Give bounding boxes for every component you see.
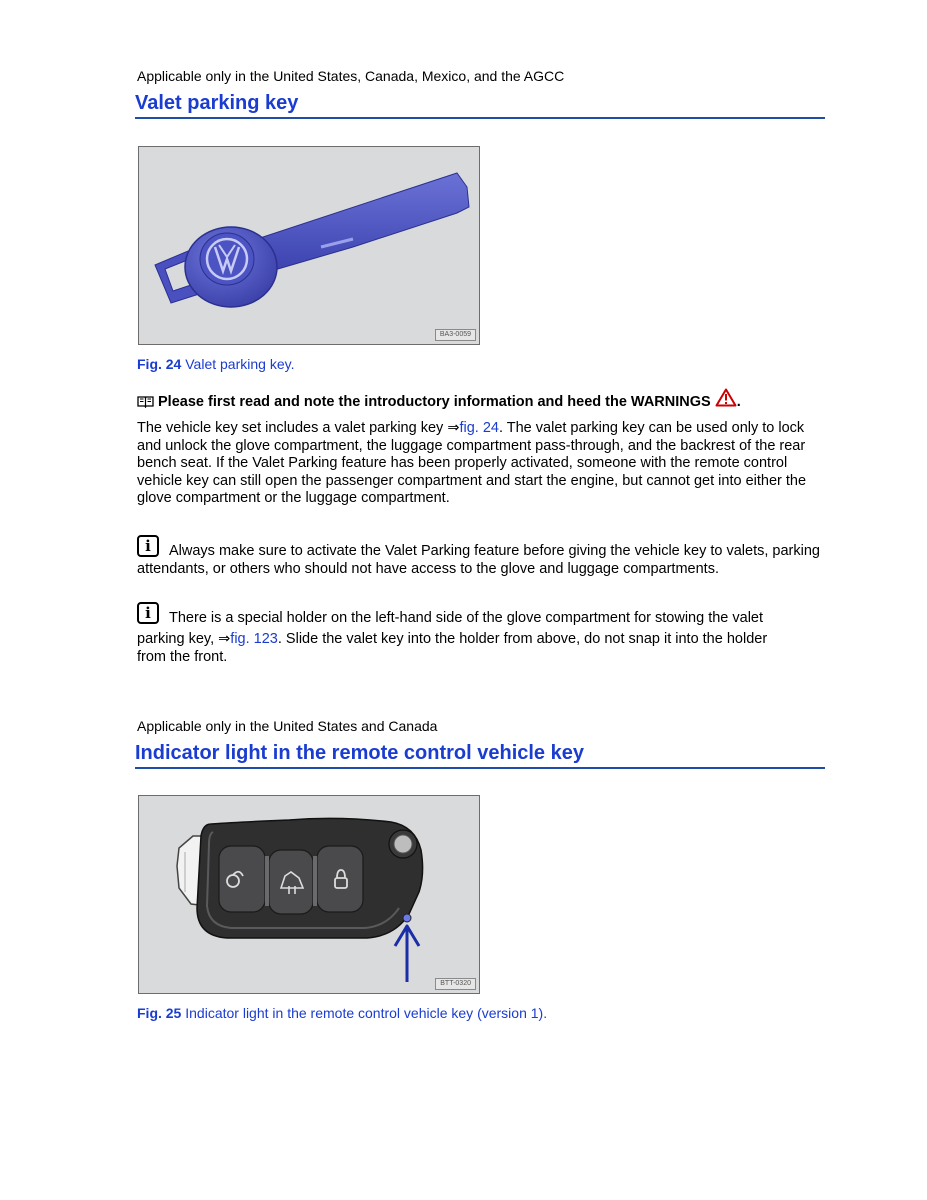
section-title-valet-key: Valet parking key [135,91,825,119]
valet-key-illustration [139,147,480,345]
fig-123-link[interactable]: fig. 123 [230,631,278,647]
info-note-2-text-a: There is a special holder on the left-hand side of the glove compartment for stowing the valet [169,610,764,626]
warning-triangle-icon[interactable] [715,388,737,407]
caption-text: Indicator light in the remote control vehicle key (version 1). [185,1005,548,1021]
figure-code-label: BTT-0320 [435,978,476,990]
applicability-note: Applicable only in the United States and Canada [137,718,438,734]
applicability-note: Applicable only in the United States, Canada, Mexico, and the AGCC [137,68,565,84]
caption-label: Fig. 25 [137,1005,182,1021]
info-note-1-text: Always make sure to activate the Valet Parking feature before giving the vehicle key to valets, parking attendants, or others who should not have access to the glove and luggage compartments. [137,543,820,577]
right-arrow-icon: ⇒ [447,420,460,436]
read-first-text: Please first read and note the introductory information and heed the WARNINGS [158,394,711,410]
caption-text: Valet parking key. [185,356,295,372]
figure-caption-24 [137,356,294,373]
info-note-2 [137,602,827,666]
remote-key-illustration [139,796,480,994]
info-icon: i [137,602,159,624]
caption-label: Fig. 24 [137,356,182,372]
figure-remote-key [138,795,480,994]
info-note-1 [137,535,827,578]
info-icon: i [137,535,159,557]
read-first-end: . [736,394,741,410]
read-first-note [137,388,741,411]
info-note-2-text-d: from the front. [137,648,228,665]
right-arrow-icon: ⇒ [218,631,231,647]
book-icon [137,395,154,408]
figure-caption-25 [137,1005,547,1022]
figure-valet-key [138,146,480,345]
figure-code-label: BA3-0059 [435,329,476,341]
info-note-2-text-c: . Slide the valet key into the holder from above, do not snap it into the holder [277,631,768,647]
section-title-indicator-light: Indicator light in the remote control vehicle key [135,741,825,769]
para-text-b: . The valet parking key can be used only to lock and unlock the glove compartment, the luggage compartment pass-through, and the backrest of the rear bench seat. If the Valet Parking feature has been properly activated, someone with the remote control vehicle key can still open the passenger compartment and start the engine, but cannot get into either the glove compartment or the luggage compartment. [137,420,807,506]
valet-key-description [137,420,827,508]
info-note-2-text-b: parking key, [137,631,219,647]
fig-24-link[interactable]: fig. 24 [459,420,499,436]
para-text-a: The vehicle key set includes a valet parking key [137,420,448,436]
